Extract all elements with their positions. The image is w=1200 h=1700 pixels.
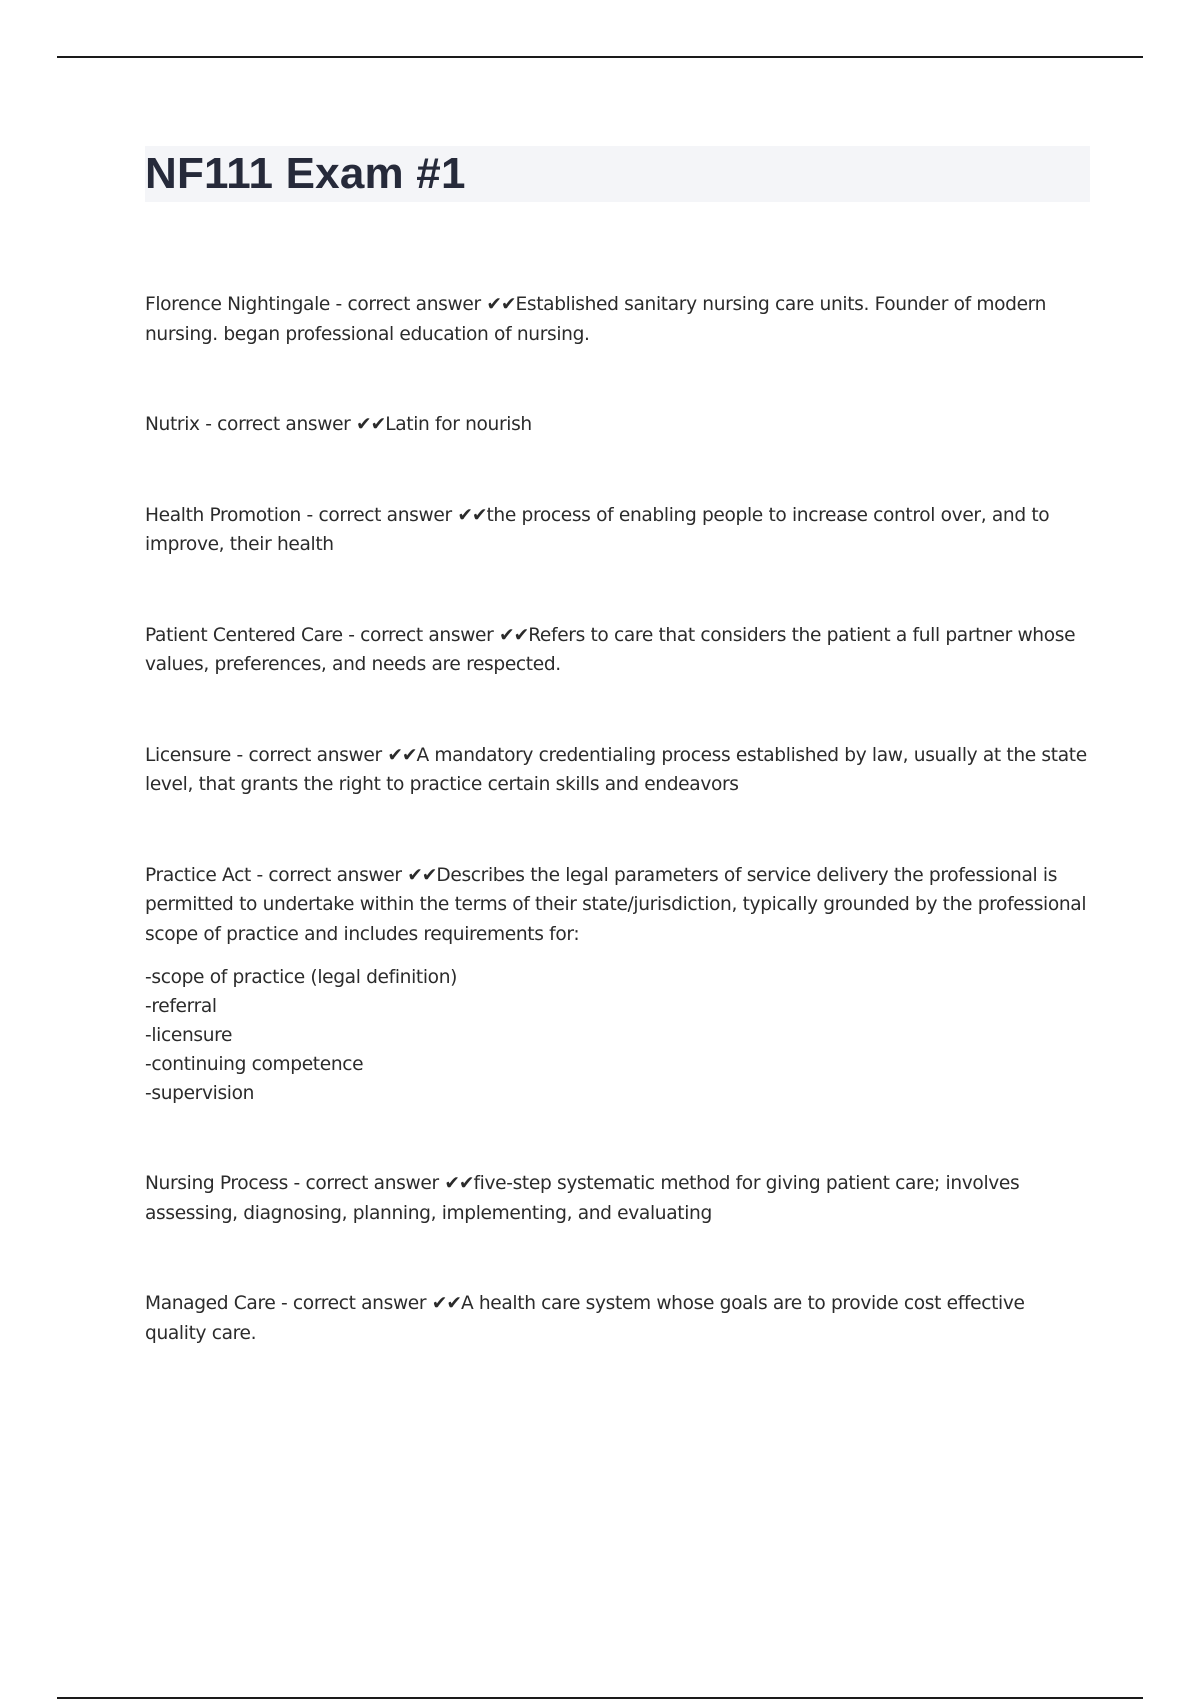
requirement-item: -continuing competence — [145, 1054, 364, 1075]
entry-separator: - correct answer — [199, 414, 357, 435]
entry-term: Health Promotion — [145, 504, 301, 526]
entry-text — [145, 1169, 1090, 1228]
entry-separator: - correct answer — [230, 744, 388, 766]
entry-definition: the process of enabling people to increase control over, and to improve, their health — [145, 504, 1050, 555]
entry-separator: - correct answer — [250, 864, 408, 886]
entry-term: Managed Care — [145, 1293, 276, 1314]
document-title: NF111 Exam #1 — [145, 149, 466, 198]
check-mark-icon: ✔✔ — [444, 1173, 474, 1194]
entry-term: Florence Nightingale — [145, 294, 330, 315]
check-mark-icon: ✔✔ — [499, 624, 529, 646]
entry-term: Licensure — [145, 744, 231, 766]
entry-definition: Describes the legal parameters of service delivery the professional is permitted to undertake within the terms of their state/jurisdiction, typically grounded by the professional scope of practice and includes requirements for: — [145, 864, 1087, 945]
entry-term: Practice Act — [145, 864, 251, 886]
entry-text — [145, 501, 1090, 560]
entry-text — [145, 861, 1090, 950]
requirements-list — [145, 963, 1090, 1108]
entry-text — [145, 621, 1090, 680]
list-item — [145, 621, 1090, 680]
entry-definition: A health care system whose goals are to provide cost effective quality care. — [145, 1293, 1025, 1344]
list-item — [145, 1169, 1090, 1228]
entry-definition: five-step systematic method for giving patient care; involves assessing, diagnosing, planning, implementing, and evaluating — [145, 1173, 1020, 1224]
entry-text — [145, 410, 1090, 440]
entry-text — [145, 290, 1090, 349]
entry-term: Nutrix — [145, 414, 200, 435]
entry-text — [145, 1289, 1090, 1348]
requirement-item: -supervision — [145, 1083, 255, 1104]
flashcard-list — [145, 290, 1090, 1348]
title-banner — [145, 146, 1090, 202]
entry-definition: Latin for nourish — [385, 414, 532, 435]
entry-term: Patient Centered Care — [145, 624, 343, 646]
list-item — [145, 290, 1090, 349]
check-mark-icon: ✔✔ — [457, 504, 487, 526]
check-mark-icon: ✔✔ — [486, 294, 516, 315]
entry-separator: - correct answer — [275, 1293, 432, 1314]
list-item — [145, 741, 1090, 800]
requirement-item: -referral — [145, 996, 217, 1017]
check-mark-icon: ✔✔ — [387, 744, 417, 766]
check-mark-icon: ✔✔ — [431, 1293, 461, 1314]
list-item — [145, 410, 1090, 440]
entry-separator: - correct answer — [329, 294, 487, 315]
entry-text — [145, 741, 1090, 800]
entry-definition: Refers to care that considers the patient a full partner whose values, preferences, and needs are respected. — [145, 624, 1076, 675]
entry-separator: - correct answer — [287, 1173, 445, 1194]
entry-term: Nursing Process — [145, 1173, 288, 1194]
entry-definition: Established sanitary nursing care units. Founder of modern nursing. began professional education of nursing. — [145, 294, 1047, 345]
requirement-item: -licensure — [145, 1025, 233, 1046]
entry-definition: A mandatory credentialing process established by law, usually at the state level, that grants the right to practice certain skills and endeavors — [145, 744, 1087, 795]
entry-separator: - correct answer — [300, 504, 458, 526]
list-item — [145, 1289, 1090, 1348]
document-body — [145, 146, 1090, 1409]
list-item — [145, 501, 1090, 560]
requirement-item: -scope of practice (legal definition) — [145, 967, 458, 988]
check-mark-icon: ✔✔ — [407, 864, 437, 886]
check-mark-icon: ✔✔ — [356, 414, 386, 435]
top-rule — [57, 56, 1143, 58]
list-item — [145, 861, 1090, 1109]
bottom-rule — [57, 1697, 1143, 1699]
entry-separator: - correct answer — [342, 624, 500, 646]
